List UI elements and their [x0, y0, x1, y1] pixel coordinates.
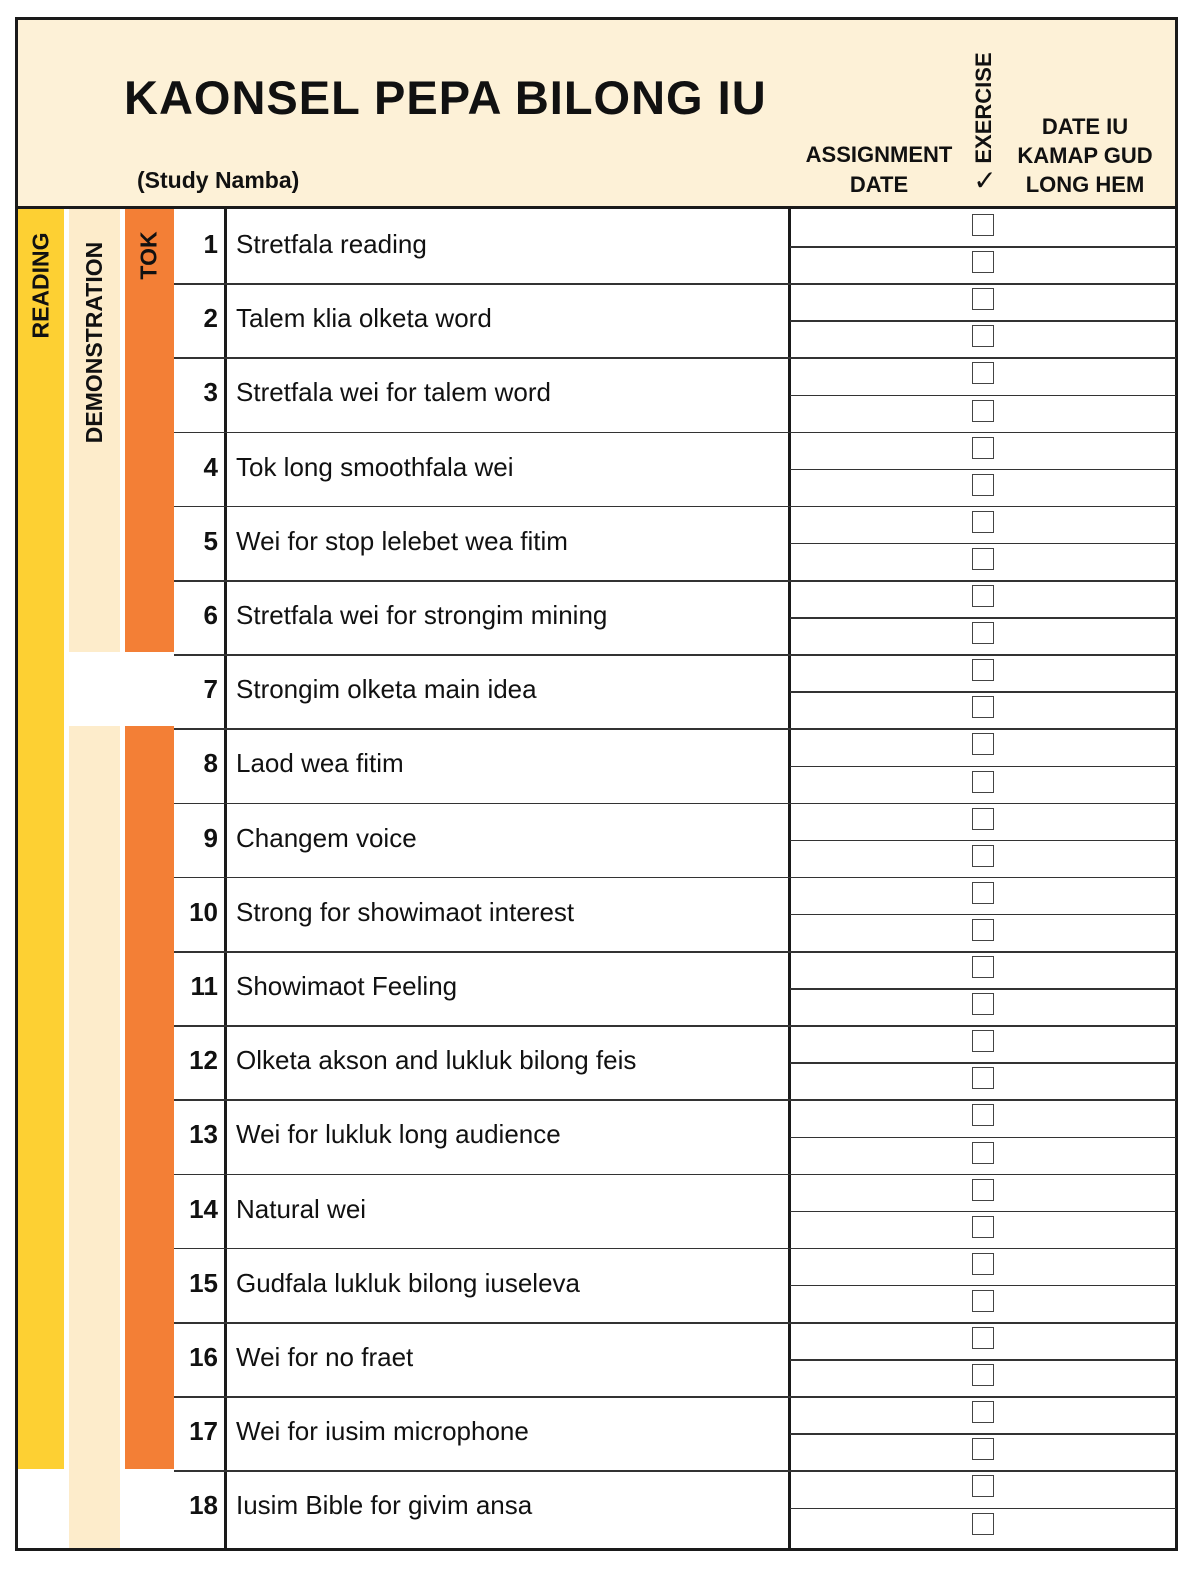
assignment-line: [790, 914, 1176, 916]
study-topic: Wei for lukluk long audience: [236, 1119, 561, 1150]
study-number: 14: [189, 1193, 218, 1224]
study-number: 15: [189, 1267, 218, 1298]
exercise-checkbox[interactable]: [972, 288, 994, 310]
study-topic: Wei for iusim microphone: [236, 1416, 529, 1447]
study-number: 16: [189, 1342, 218, 1372]
assignment-line: [790, 617, 1176, 619]
exercise-checkbox[interactable]: [972, 214, 994, 236]
assignment-line: [790, 320, 1176, 322]
assignment-line: [790, 766, 1176, 768]
demonstration-band-label-box: [69, 220, 120, 465]
assignment-line: [790, 1285, 1176, 1287]
exercise-checkbox[interactable]: [972, 919, 994, 941]
row-divider: [174, 877, 1176, 879]
assignment-date-header: ASSIGNMENT DATE: [805, 142, 953, 197]
study-number: 12: [189, 1045, 218, 1076]
assignment-line: [790, 1062, 1176, 1064]
header-divider: [15, 206, 1178, 209]
row-divider: [174, 1396, 1176, 1398]
row-divider: [174, 951, 1176, 953]
exercise-checkbox[interactable]: [972, 362, 994, 384]
assignment-line: [790, 988, 1176, 990]
row-divider: [174, 580, 1176, 582]
exercise-checkbox[interactable]: [972, 1067, 994, 1089]
study-number: 10: [189, 896, 218, 927]
assignment-line: [790, 395, 1176, 397]
assignment-line: [790, 1433, 1176, 1435]
study-topic: Stretfala wei for strongim mining: [236, 600, 608, 630]
study-number: 5: [203, 525, 218, 556]
study-number: 17: [189, 1416, 218, 1447]
study-topic: Natural wei: [236, 1193, 367, 1224]
study-number: 4: [203, 451, 218, 482]
study-topic: Olketa akson and lukluk bilong feis: [236, 1045, 637, 1076]
study-number: 9: [203, 822, 218, 853]
study-topic: Changem voice: [236, 822, 417, 853]
exercise-checkbox[interactable]: [972, 1438, 994, 1460]
exercise-checkbox[interactable]: [972, 622, 994, 644]
row-divider: [174, 1025, 1176, 1027]
study-topic: Stretfala reading: [236, 229, 427, 259]
exercise-checkbox[interactable]: [972, 1364, 994, 1386]
assignment-line: [790, 246, 1176, 248]
assignment-line: [790, 1359, 1176, 1361]
exercise-checkbox[interactable]: [972, 1030, 994, 1052]
study-topic: Gudfala lukluk bilong iuseleva: [236, 1267, 580, 1298]
exercise-checkbox[interactable]: [972, 808, 994, 830]
exercise-header-label: EXERCISE: [971, 52, 996, 164]
study-topic: Strong for showimaot interest: [236, 896, 575, 927]
study-number: 18: [189, 1490, 218, 1521]
study-topic: Tok long smoothfala wei: [236, 451, 514, 482]
number-topic-divider: [224, 209, 227, 1550]
exercise-checkbox[interactable]: [972, 1104, 994, 1126]
tok-band-label: TOK: [135, 230, 162, 280]
row-divider: [174, 803, 1176, 805]
row-divider: [174, 1322, 1176, 1324]
assignment-line: [790, 1137, 1176, 1139]
exercise-checkbox[interactable]: [972, 437, 994, 459]
exercise-checkbox[interactable]: [972, 1216, 994, 1238]
row-divider: [174, 283, 1176, 285]
exercise-checkbox[interactable]: [972, 1290, 994, 1312]
study-topic: Iusim Bible for givim ansa: [236, 1490, 533, 1521]
exercise-checkbox[interactable]: [972, 696, 994, 718]
exercise-checkbox[interactable]: [972, 1401, 994, 1423]
tok-band-label-box: [125, 220, 174, 290]
study-topic: Wei for stop lelebet wea fitim: [236, 525, 568, 556]
reading-band-label: READING: [27, 231, 54, 339]
exercise-checkbox[interactable]: [972, 548, 994, 570]
topic-date-divider: [788, 209, 791, 1550]
assignment-line: [790, 840, 1176, 842]
assignment-line: [790, 1508, 1176, 1510]
study-number: 6: [203, 600, 218, 630]
exercise-checkbox[interactable]: [972, 585, 994, 607]
study-number: 8: [203, 748, 218, 779]
row-divider: [174, 1248, 1176, 1250]
tok-band-bottom: [125, 726, 174, 1469]
page-title: KAONSEL PEPA BILONG IU: [124, 71, 767, 124]
exercise-checkbox[interactable]: [972, 251, 994, 273]
row-divider: [174, 1099, 1176, 1101]
exercise-checkbox[interactable]: [972, 400, 994, 422]
exercise-checkbox[interactable]: [972, 1253, 994, 1275]
row-divider: [174, 357, 1176, 359]
study-number: 3: [203, 377, 218, 408]
row-divider: [174, 728, 1176, 730]
exercise-checkbox[interactable]: [972, 1142, 994, 1164]
exercise-checkbox[interactable]: [972, 771, 994, 793]
exercise-checkbox[interactable]: [972, 956, 994, 978]
assignment-line: [790, 691, 1176, 693]
exercise-checkbox[interactable]: [972, 1179, 994, 1201]
exercise-checkbox[interactable]: [972, 993, 994, 1015]
assignment-line: [790, 1211, 1176, 1213]
demonstration-band-bottom: [69, 726, 120, 1548]
reading-band-label-box: [18, 220, 64, 350]
study-number: 13: [189, 1119, 218, 1150]
exercise-checkbox[interactable]: [972, 474, 994, 496]
exercise-checkbox[interactable]: [972, 733, 994, 755]
row-divider: [174, 1470, 1176, 1472]
row-divider: [174, 1174, 1176, 1176]
study-number: 11: [190, 971, 218, 1001]
exercise-checkbox[interactable]: [972, 1513, 994, 1535]
study-number: 2: [203, 303, 218, 334]
checkmark-icon: ✓: [973, 165, 997, 196]
exercise-checkbox[interactable]: [972, 659, 994, 681]
study-topic: Laod wea fitim: [236, 748, 404, 779]
assignment-line: [790, 469, 1176, 471]
demonstration-band-label: DEMONSTRATION: [81, 241, 108, 444]
date-completed-header: DATE IU KAMAP GUD LONG HEM: [1017, 114, 1153, 197]
exercise-checkbox[interactable]: [972, 882, 994, 904]
exercise-checkbox[interactable]: [972, 325, 994, 347]
exercise-header: [968, 52, 1000, 164]
study-number: 7: [203, 674, 218, 705]
exercise-checkbox[interactable]: [972, 1327, 994, 1349]
study-number-label: (Study Namba): [137, 167, 300, 193]
study-topic: Stretfala wei for talem word: [236, 377, 552, 408]
assignment-line: [790, 543, 1176, 545]
exercise-checkbox[interactable]: [972, 511, 994, 533]
row-divider: [174, 506, 1176, 508]
exercise-checkbox[interactable]: [972, 845, 994, 867]
reading-band: [18, 209, 64, 1469]
study-topic: Strongim olketa main idea: [236, 674, 537, 705]
study-topic: Showimaot Feeling: [236, 971, 458, 1001]
study-topic: Wei for no fraet: [236, 1342, 414, 1372]
row-divider: [174, 432, 1176, 434]
study-number: 1: [203, 229, 218, 259]
row-divider: [174, 654, 1176, 656]
exercise-checkbox[interactable]: [972, 1475, 994, 1497]
study-topic: Talem klia olketa word: [236, 303, 492, 334]
